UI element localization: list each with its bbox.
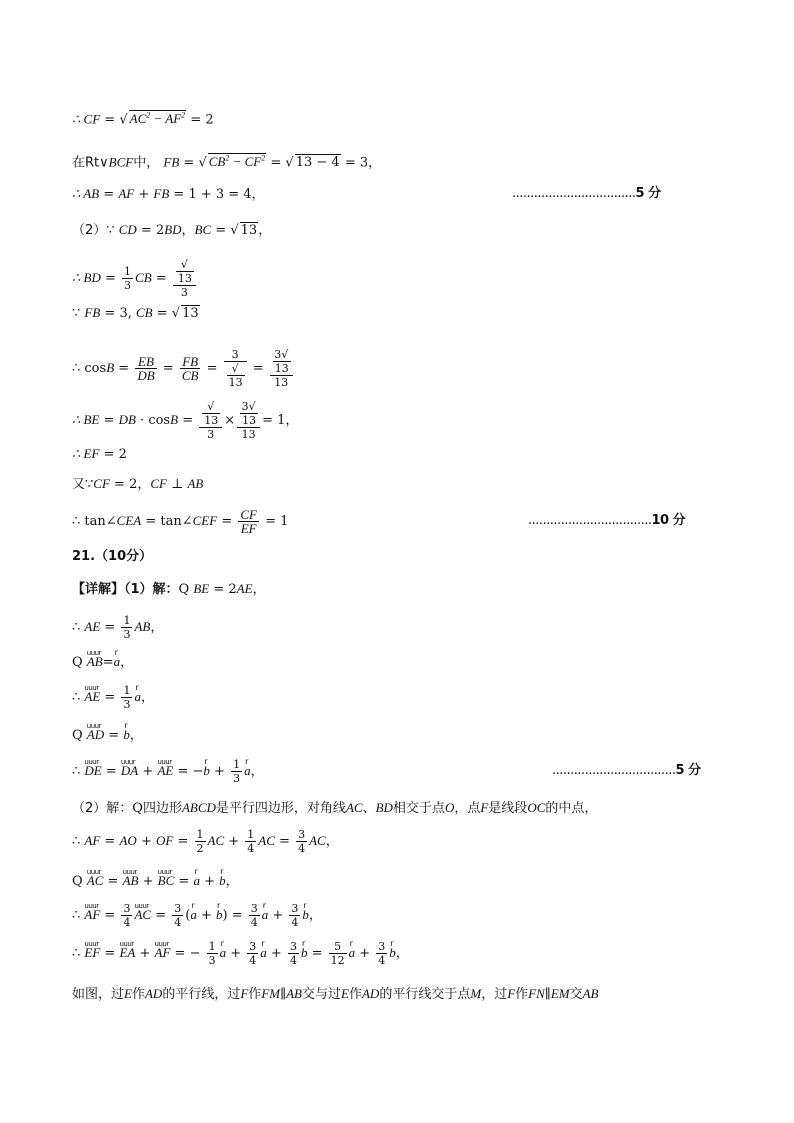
line-figure: 如图，过E作AD的平行线，过F作FM∥AB交与过E作AD的平行线交于点M，过F作FN∥EM交AB	[72, 986, 599, 1002]
line-vec-ac: Q uuur AC = uuur AB + uuur BC = r a + r b，	[72, 873, 239, 890]
line-vec-af: ∴ uuur AF = $\frac{3}{4}$ uuur AC = $\frac{3}{4}$ (r a + r b) = $\frac{3}{4}$ r a + $\frac{3}{4}$ r b，	[72, 902, 322, 929]
line-vec-ad: Q uuur AD = r b，	[72, 727, 143, 744]
line-be: ∴ BE = DB · cosB = √ 13 3 × 3√ 13 13 = 1，	[72, 400, 299, 441]
line-parallelogram: （2）解：Q四边形ABCD是平行四边形，对角线AC、BD相交于点O，点F是线段OC的中点，	[72, 800, 598, 816]
line-vec-de: ∴ uuur DE = uuur DA + uuur AE = −r b + $\frac{1}{3}$ r a，	[72, 758, 264, 785]
score-5-a: ..................................5 分	[512, 186, 661, 201]
line-ae-ab: ∴ AE = $\frac{1}{3}$ AB，	[72, 614, 164, 641]
line-cosb: ∴ cosB = $\frac{EB}{DB}$ = $\frac{FB}{CB}$ = 3 √ 13 = 3√ 13 13	[72, 348, 295, 389]
line-ef: ∴ EF = 2	[72, 446, 127, 462]
question-21-heading: 21.（10分）	[72, 549, 153, 564]
line-fb-cb: ∵ FB = 3, CB = √ 13	[72, 305, 199, 321]
line-vec-ae: ∴ uuur AE = $\frac{1}{3}$ r a，	[72, 684, 154, 711]
line-tan: ∴ tan∠CEA = tan∠CEF = $\frac{CF}{EF}$ = 1	[72, 507, 289, 536]
line-fb: 在Rt∨BCF中， FB = √ $CB^2 - CF^2$ = √ 13 − 4 = 3，	[72, 154, 382, 171]
line-ab: ∴ AB = AF + FB = 1 + 3 = 4，	[72, 186, 265, 202]
line-vec-ab: Q uuur AB=r a，	[72, 654, 133, 671]
score-5-b: ..................................5 分	[552, 763, 701, 778]
line-part2: （2）∵ CD = 2BD，BC = √ 13，	[72, 222, 272, 238]
score-10: ..................................10 分	[528, 513, 686, 528]
line-cf-perp: 又∵CF = 2，CF ⊥ AB	[72, 476, 204, 492]
line-bd: ∴ BD = $\frac{1}{3}$ CB = √ 13 3	[72, 258, 198, 299]
line-vec-ef: ∴ uuur EF = uuur EA + uuur AF = − $\frac{1}{3}$ r a + $\frac{3}{4}$ r a + $\frac{3}{4}$ r b = $\frac{5}{12}$ r a + $\frac{3}{4}$ r b，	[72, 940, 409, 967]
line-detail: 【详解】（1）解：Q BE = 2AE，	[72, 581, 266, 597]
line-af: ∴ AF = AO + OF = $\frac{1}{2}$ AC + $\frac{1}{4}$ AC = $\frac{3}{4}$ AC，	[72, 828, 339, 855]
line-cf: ∴ CF = √ $AC^2 - AF^2 = 2$	[72, 111, 214, 128]
